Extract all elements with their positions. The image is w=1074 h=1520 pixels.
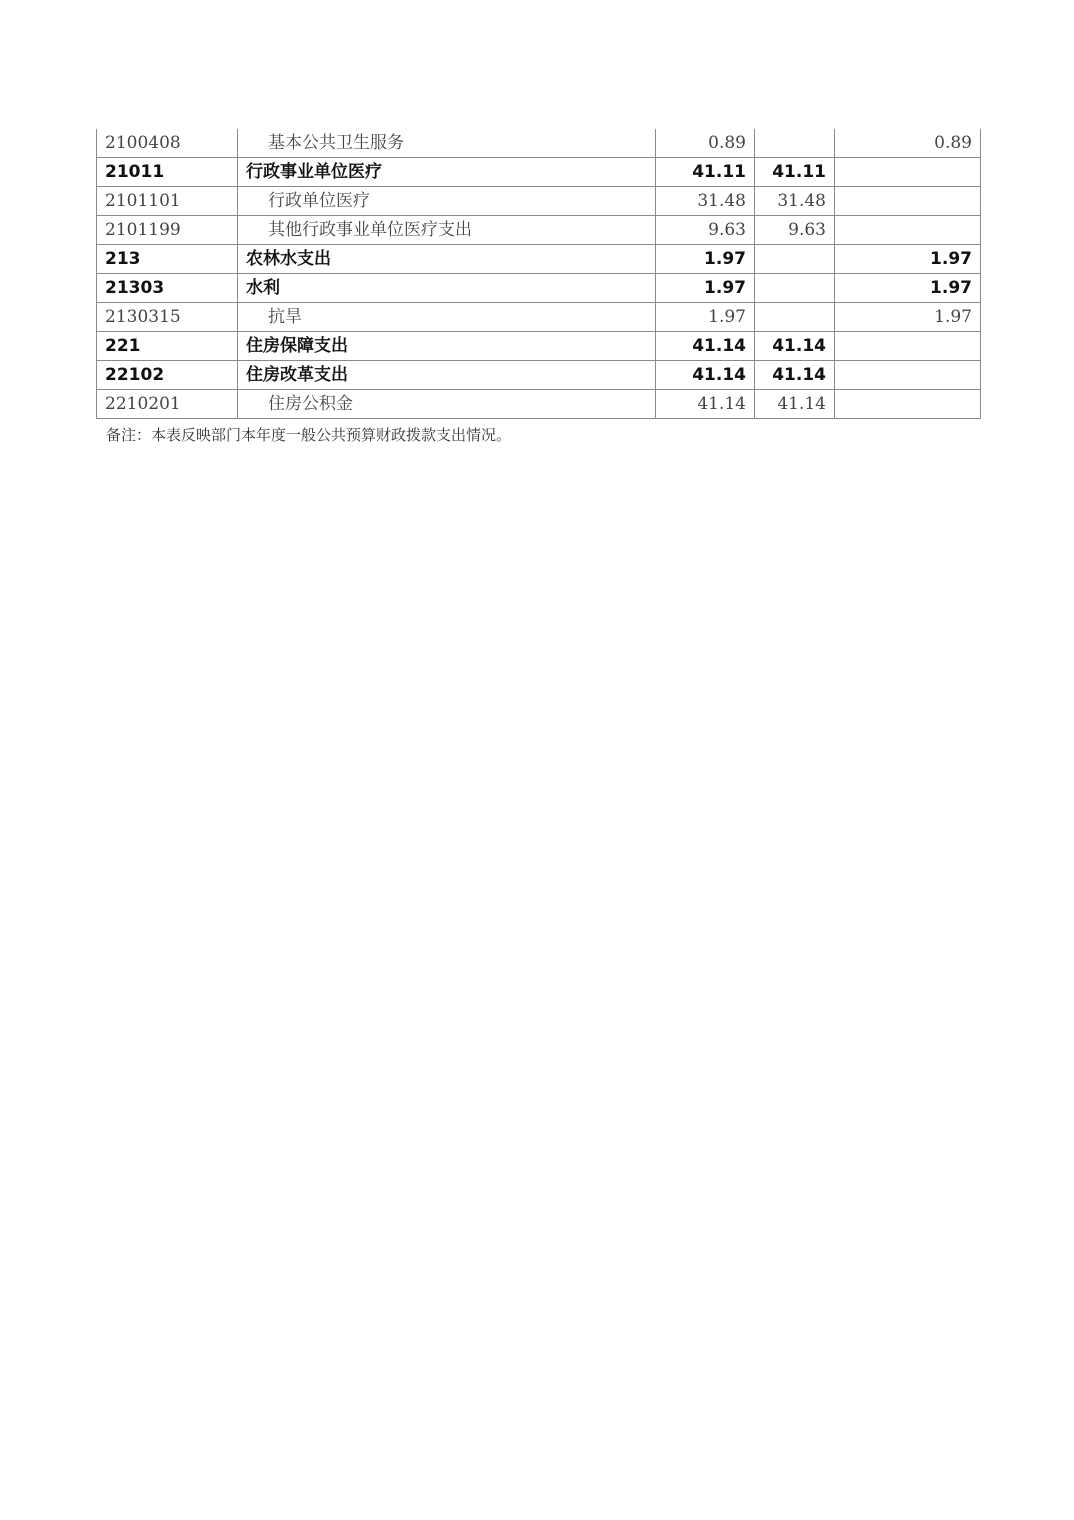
table-row <box>97 332 981 361</box>
cell-name: 其他行政事业单位医疗支出 <box>238 216 656 245</box>
table-row <box>97 245 981 274</box>
cell-code: 2100408 <box>97 129 238 158</box>
cell-code: 21303 <box>97 274 238 303</box>
table-row <box>97 361 981 390</box>
cell-name: 水利 <box>238 274 656 303</box>
cell-total: 31.48 <box>656 187 755 216</box>
cell-name: 住房保障支出 <box>238 332 656 361</box>
cell-code: 2101101 <box>97 187 238 216</box>
cell-total: 41.11 <box>656 158 755 187</box>
cell-name: 农林水支出 <box>238 245 656 274</box>
cell-project <box>835 158 981 187</box>
cell-project <box>835 187 981 216</box>
table-body <box>97 129 981 419</box>
cell-project <box>835 361 981 390</box>
table-row <box>97 303 981 332</box>
table-row <box>97 158 981 187</box>
cell-code: 2101199 <box>97 216 238 245</box>
cell-total: 41.14 <box>656 332 755 361</box>
cell-project: 1.97 <box>835 245 981 274</box>
cell-name: 行政单位医疗 <box>238 187 656 216</box>
cell-project: 1.97 <box>835 303 981 332</box>
table-note: 备注：本表反映部门本年度一般公共预算财政拨款支出情况。 <box>106 426 512 444</box>
cell-total: 1.97 <box>656 303 755 332</box>
cell-project: 1.97 <box>835 274 981 303</box>
table-row <box>97 390 981 419</box>
cell-total: 1.97 <box>656 245 755 274</box>
cell-name: 住房公积金 <box>238 390 656 419</box>
cell-code: 21011 <box>97 158 238 187</box>
cell-name: 基本公共卫生服务 <box>238 129 656 158</box>
table-row <box>97 187 981 216</box>
cell-project <box>835 332 981 361</box>
cell-basic: 41.14 <box>755 390 835 419</box>
cell-total: 41.14 <box>656 361 755 390</box>
cell-name: 抗旱 <box>238 303 656 332</box>
cell-code: 22102 <box>97 361 238 390</box>
cell-basic <box>755 245 835 274</box>
cell-total: 9.63 <box>656 216 755 245</box>
cell-name: 住房改革支出 <box>238 361 656 390</box>
cell-code: 221 <box>97 332 238 361</box>
cell-basic: 31.48 <box>755 187 835 216</box>
cell-project <box>835 216 981 245</box>
cell-basic: 9.63 <box>755 216 835 245</box>
cell-code: 2130315 <box>97 303 238 332</box>
cell-total: 1.97 <box>656 274 755 303</box>
cell-basic: 41.14 <box>755 332 835 361</box>
cell-basic <box>755 129 835 158</box>
table-row <box>97 216 981 245</box>
cell-code: 213 <box>97 245 238 274</box>
cell-project: 0.89 <box>835 129 981 158</box>
cell-total: 0.89 <box>656 129 755 158</box>
table-row <box>97 129 981 158</box>
cell-basic <box>755 274 835 303</box>
cell-basic: 41.11 <box>755 158 835 187</box>
table-row <box>97 274 981 303</box>
cell-project <box>835 390 981 419</box>
cell-total: 41.14 <box>656 390 755 419</box>
cell-code: 2210201 <box>97 390 238 419</box>
cell-name: 行政事业单位医疗 <box>238 158 656 187</box>
budget-table <box>96 129 981 419</box>
cell-basic: 41.14 <box>755 361 835 390</box>
cell-basic <box>755 303 835 332</box>
